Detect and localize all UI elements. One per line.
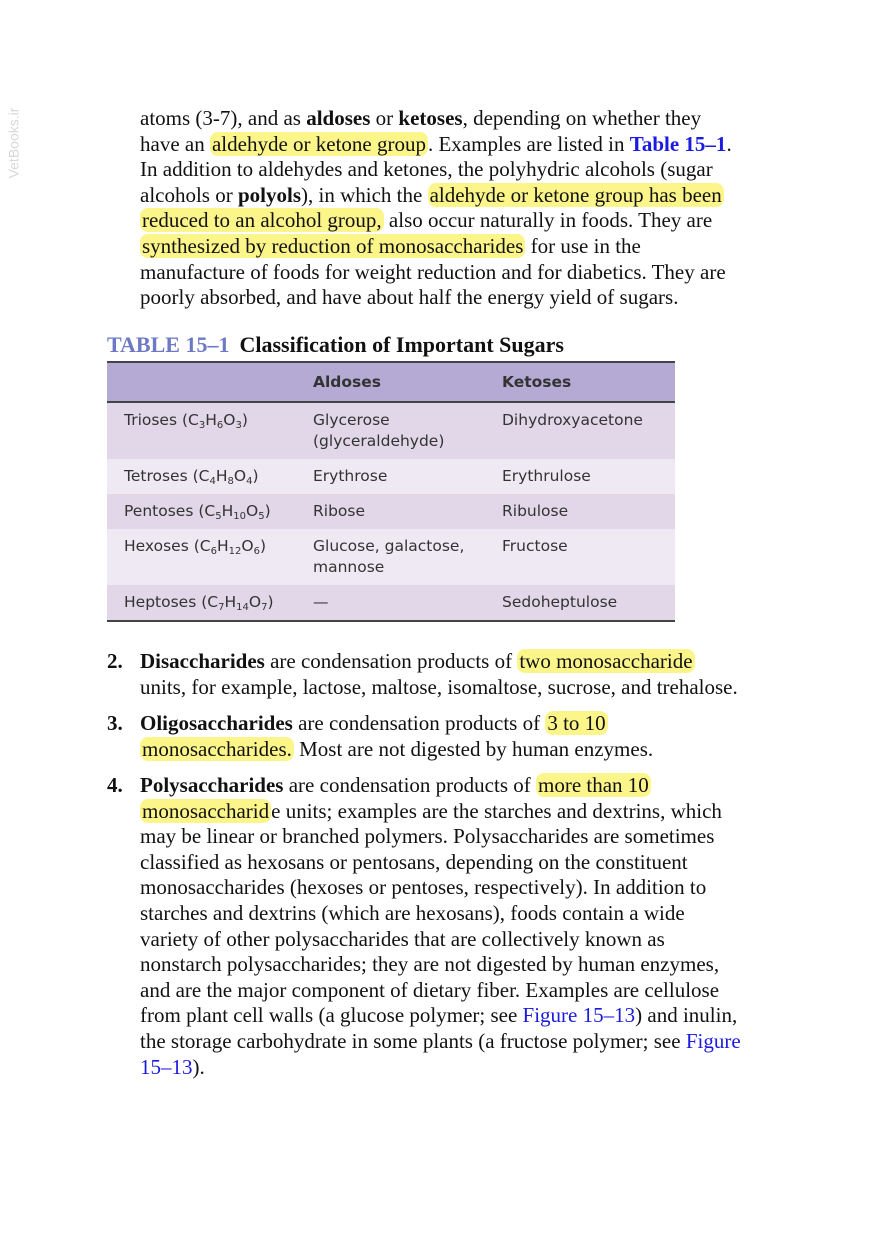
highlight: monosaccharides. (142, 736, 292, 761)
sugar-class: Tetroses $(C_4H_8O_4)$ (107, 459, 296, 494)
sugar-class: Heptoses $(C_7H_{14}O_7)$ (107, 585, 296, 621)
table-row (107, 402, 675, 459)
sugar-class: Hexoses $(C_6H_{12}O_6)$ (107, 529, 296, 585)
table-link[interactable]: Table 15–1 (629, 131, 727, 156)
sugar-class: Pentoses $(C_5H_{10}O_5)$ (107, 494, 296, 529)
aldoses-cell: — (296, 585, 485, 621)
table-row (107, 585, 675, 621)
ketoses-cell: Erythrulose (485, 459, 675, 494)
aldoses-cell: Erythrose (296, 459, 485, 494)
highlight: monosaccharid (142, 798, 270, 823)
sugars-table (107, 361, 675, 622)
ketoses-cell: Sedoheptulose (485, 585, 675, 621)
list-item-disaccharides: 2. Disaccharides are condensation products of two monosaccharide units, for example, lactose, maltose, isomaltose, sucrose, and trehalose. (107, 649, 738, 699)
aldoses-cell: Ribose (296, 494, 485, 529)
figure-link[interactable]: 15–13 (140, 1054, 193, 1079)
highlight: two monosaccharide (519, 649, 693, 673)
list-item-polysaccharides: 4. Polysaccharides are condensation products of more than 10 monosaccharide units; examples are the starches and dextrins, which may be linear or branched polymers. Polysaccharides are sometimes classified as hexosans or pentosans, depending on the constituent monosaccharides (hexoses or pentoses, respectively). In addition to starches and dextrins (which are hexosans), foods contain a wide variety of other polysaccharides that are collectively known as nonstarch polysaccharides; they are not digested by human enzymes, and are the major component of dietary fiber. Examples are cellulose from plant cell walls (a glucose polymer; see Figure 15–13) and inulin, the storage carbohydrate in some plants (a fructose polymer; see Figure 15–13). (107, 773, 741, 1079)
highlight: aldehyde or ketone group (211, 131, 426, 156)
table-row (107, 459, 675, 494)
ketoses-cell: Ribulose (485, 494, 675, 529)
highlight: synthesized by reduction of monosaccharides (142, 233, 524, 258)
figure-link[interactable]: Figure 15–13 (522, 1003, 636, 1028)
header-empty (107, 362, 296, 402)
aldoses-cell: Glycerose (glyceraldehyde) (296, 402, 485, 459)
table-row (107, 494, 675, 529)
list-item-oligosaccharides: 3. Oligosaccharides are condensation products of 3 to 10 monosaccharides. Most are not digested by human enzymes. (107, 711, 654, 761)
highlight: reduced to an alcohol group, (142, 208, 382, 233)
table-row (107, 529, 675, 585)
ketoses-cell: Fructose (485, 529, 675, 585)
highlight: more than 10 (538, 773, 649, 797)
intro-paragraph: atoms (3-7), and as aldoses or ketoses, depending on whether they have an aldehyde or ketone group. Examples are listed in Table 15–1. In addition to aldehydes and ketones, the polyhydric alcohols (sugar alcohols or polyols), in which the aldehyde or ketone group has been reduced to an alcohol group, also occur naturally in foods. They are synthesized by reduction of monosaccharides for use in the manufacture of foods for weight reduction and for diabetics. They are poorly absorbed, and have about half the energy yield of sugars. (140, 106, 732, 310)
figure-link[interactable]: Figure (685, 1028, 741, 1053)
sugar-class: Trioses $(C_3H_6O_3)$ (107, 402, 296, 459)
watermark: VetBooks.ir (5, 107, 22, 179)
table-caption: TABLE 15–1 Classification of Important Sugars (107, 332, 564, 357)
aldoses-cell: Glucose, galactose, mannose (296, 529, 485, 585)
header-aldoses: Aldoses (296, 362, 485, 402)
ketoses-cell: Dihydroxyacetone (485, 402, 675, 459)
highlight: 3 to 10 (547, 711, 606, 735)
highlight: aldehyde or ketone group has been (429, 182, 722, 207)
header-ketoses: Ketoses (485, 362, 675, 402)
